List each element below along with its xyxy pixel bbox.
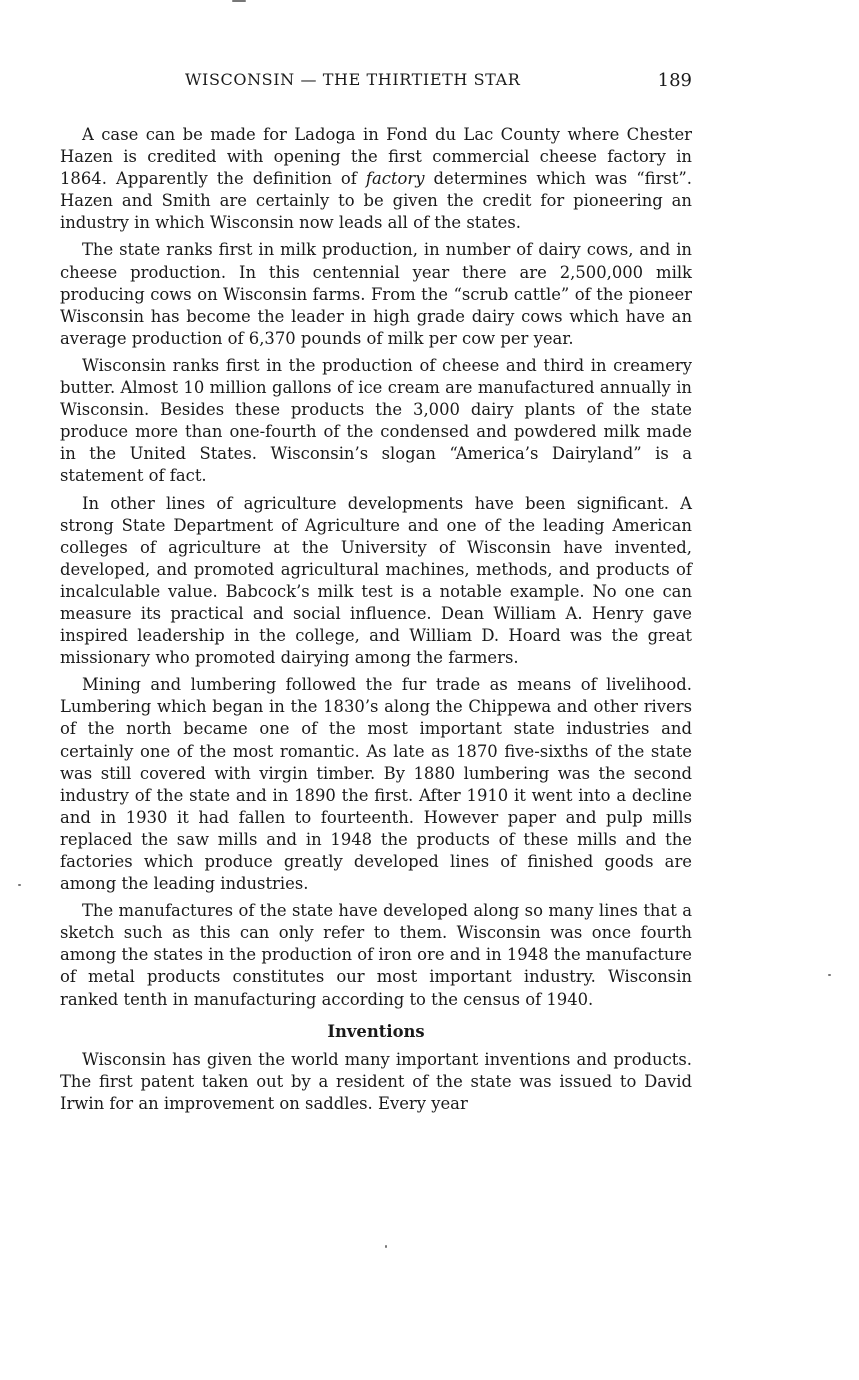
- page-body: [60, 124, 692, 1120]
- paragraph-text: determines which was “first”. Hazen and Smith are certainly to be given the credit for pioneering an industry in which Wisconsin now leads all of the states.: [60, 169, 692, 233]
- paragraph-lumbering: Mining and lumbering followed the fur trade as means of livelihood. Lumbering which began in the 1830’s along the Chippewa and other rivers of the north became one of the most important state industries and certainly one of the most romantic. As late as 1870 five-sixths of the state was still covered with virgin timber. By 1880 lumbering was the second industry of the state and in 1890 the first. After 1910 it went into a decline and in 1930 it had fallen to fourteenth. However paper and pulp mills replaced the saw mills and in 1948 the products of these mills and the factories which produce greatly developed lines of finished goods are among the leading industries.: [60, 675, 692, 894]
- paragraph-text: A case can be made for Ladoga in Fond du Lac County where Chester Hazen is credited with opening the first commercial cheese factory in 1864. Apparently the definition of: [60, 125, 692, 189]
- paragraph-cheese-and-butter: Wisconsin ranks first in the production of cheese and third in creamery butter. Almost 10 million gallons of ice cream are manufactured annually in Wisconsin. Besides these products the 3,000 dairy plants of the state produce more than one-fourth of the condensed and powdered milk made in the United States. Wisconsin’s slogan “America’s Dairyland” is a statement of fact.: [60, 355, 692, 486]
- emphasized-word: factory: [365, 169, 425, 189]
- scan-speck: [18, 884, 21, 886]
- section-heading: Inventions: [327, 1021, 425, 1041]
- paragraph-cheese-factory: [60, 124, 692, 234]
- paragraph-milk-production: The state ranks first in milk production, in number of dairy cows, and in cheese production. In this centennial year there are 2,500,000 milk producing cows on Wisconsin farms. From the “scrub cattle” of the pioneer Wisconsin has become the leader in high grade dairy cows which have an average production of 6,370 pounds of milk per cow per year.: [60, 240, 692, 348]
- running-title: WISCONSIN — THE THIRTIETH STAR: [185, 70, 521, 89]
- scan-speck: [828, 974, 831, 976]
- paragraph-inventions: Wisconsin has given the world many important inventions and products. The first patent taken out by a resident of the state was issued to David Irwin for an improvement on saddles. Every year: [60, 1049, 692, 1113]
- paragraph-agriculture: In other lines of agriculture developments have been significant. A strong State Department of Agriculture and one of the leading American colleges of agriculture at the University of Wisconsin have invented, developed, and promoted agricultural machines, methods, and products of incalculable value. Babcock’s milk test is a notable example. No one can measure its practical and social influence. Dean William A. Henry gave inspired leadership in the college, and William D. Hoard was the great missionary who promoted dairying among the farmers.: [60, 493, 692, 668]
- paragraph-manufactures: The manufactures of the state have developed along so many lines that a sketch such as this can only refer to them. Wisconsin was once fourth among the states in the production of iron ore and in 1948 the manufacture of metal products constitutes our most important industry. Wisconsin ranked tenth in manufacturing according to the census of 1940.: [60, 901, 692, 1009]
- page-header: [60, 70, 692, 94]
- scan-speck: [385, 1245, 387, 1248]
- scan-mark: [232, 0, 246, 2]
- page-number: 189: [657, 70, 692, 91]
